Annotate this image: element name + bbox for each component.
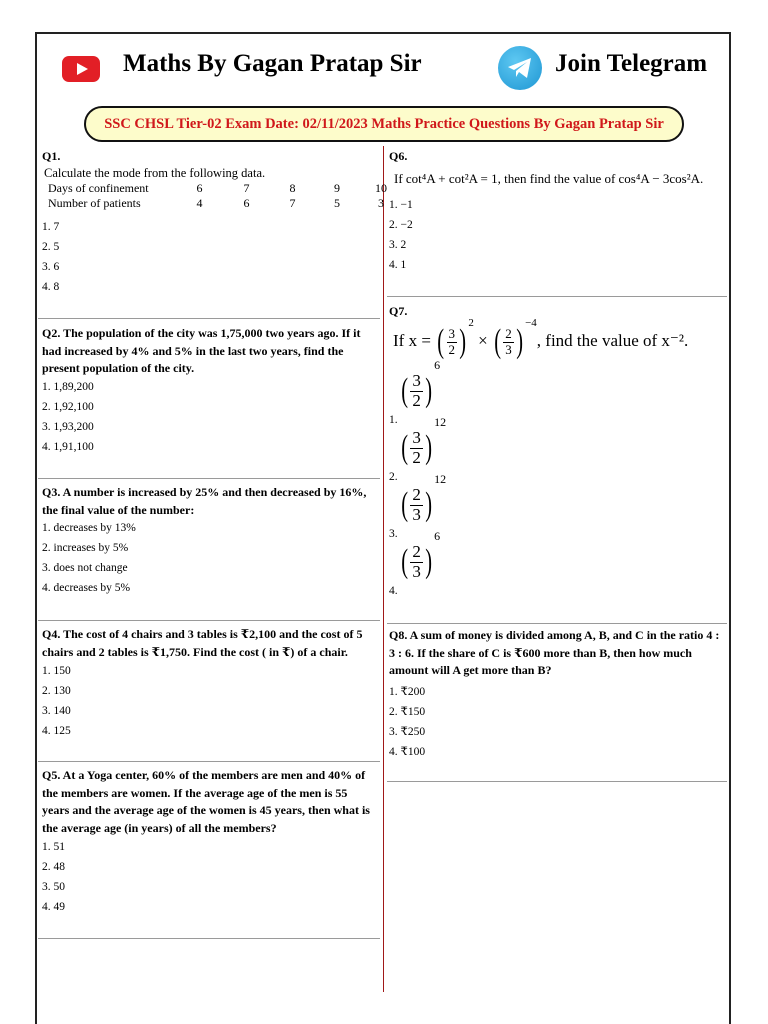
q2-option[interactable]: 3. 1,93,200	[42, 421, 94, 433]
q1-data-table	[48, 181, 403, 211]
separator	[387, 781, 727, 782]
q1-number: Q1.	[42, 149, 61, 163]
q8-option[interactable]: 1. ₹200	[389, 686, 426, 698]
q6-option[interactable]: 2. −2	[389, 219, 413, 231]
times-sign: ×	[478, 330, 488, 350]
table-cell: 6	[196, 181, 203, 195]
option-label: 4.	[389, 585, 398, 597]
q7-expression: If x = ( $\frac{3}{2}$ ) $^2$ × ( $\frac{2}{3}$ ) $^{-4}$, find the value of x⁻².	[393, 317, 689, 360]
fraction-denominator: 3	[505, 341, 512, 357]
option-label: 2.	[389, 471, 398, 483]
fraction-numerator: 2	[505, 326, 512, 342]
table-cell: 7	[289, 196, 296, 210]
q2-text: Q2. The population of the city was 1,75,000 two years ago. If it had increased by 4% and 5% in the last two years, find the present population of the city.	[42, 326, 361, 375]
q1-text: Calculate the mode from the following data.	[44, 166, 266, 180]
table-cell: 6	[243, 196, 250, 210]
option-label: 1.	[389, 414, 398, 426]
q1-option[interactable]: 4. 8	[42, 281, 60, 293]
table-row	[48, 196, 403, 211]
table-cell: 10	[375, 181, 387, 195]
q6-option[interactable]: 3. 2	[389, 239, 407, 251]
table-cell: 9	[334, 181, 340, 195]
q3-option[interactable]: 3. does not change	[42, 562, 128, 574]
fraction-numerator: 2	[412, 485, 421, 504]
exam-banner: SSC CHSL Tier-02 Exam Date: 02/11/2023 Maths Practice Questions By Gagan Pratap Sir	[84, 106, 684, 142]
exponent: −4	[525, 317, 537, 329]
youtube-icon[interactable]	[62, 56, 100, 82]
q5-option[interactable]: 4. 49	[42, 901, 65, 913]
q4-option[interactable]: 3. 140	[42, 705, 71, 717]
q1-option[interactable]: 2. 5	[42, 241, 60, 253]
fraction-denominator: 2	[448, 341, 455, 357]
table-cell: Days of confinement	[48, 181, 149, 195]
fraction-denominator: 2	[412, 390, 421, 410]
separator	[38, 318, 380, 319]
exponent: 12	[434, 415, 447, 429]
q5-option[interactable]: 3. 50	[42, 881, 65, 893]
table-cell: 4	[196, 196, 203, 210]
q7-option[interactable]: 1. ( $\frac{3}{2}$ )$^6$	[389, 358, 441, 426]
q4-option[interactable]: 2. 130	[42, 685, 71, 697]
q7-number: Q7.	[389, 304, 408, 318]
q6-option[interactable]: 1. −1	[389, 199, 413, 211]
q2-option[interactable]: 4. 1,91,100	[42, 441, 94, 453]
q3-option[interactable]: 1. decreases by 13%	[42, 522, 136, 534]
q5-option[interactable]: 2. 48	[42, 861, 65, 873]
q7-option[interactable]: 3. ( $\frac{2}{3}$ )$^{12}$	[389, 472, 447, 540]
separator	[38, 620, 380, 621]
separator	[38, 478, 380, 479]
q7-option[interactable]: 4. ( $\frac{2}{3}$ )$^6$	[389, 529, 441, 597]
q6-number: Q6.	[389, 149, 408, 163]
fraction-numerator: 3	[412, 428, 421, 447]
exponent: 6	[434, 529, 441, 543]
table-cell: Number of patients	[48, 196, 141, 210]
table-cell: 8	[289, 181, 296, 195]
option-label: 3.	[389, 528, 398, 540]
fraction-denominator: 3	[412, 504, 421, 524]
q1-option[interactable]: 1. 7	[42, 221, 60, 233]
exponent: 2	[468, 317, 474, 329]
exponent: 6	[434, 358, 441, 372]
q5-text: Q5. At a Yoga center, 60% of the members are men and 40% of the members are women. If the average age of the men is 55 years and the average age of the women is 45 years, then what is the average age (in years) of all the members?	[42, 768, 370, 835]
q2-option[interactable]: 2. 1,92,100	[42, 401, 94, 413]
fraction-numerator: 2	[412, 542, 421, 561]
q3-option[interactable]: 4. decreases by 5%	[42, 582, 131, 594]
table-cell: 7	[243, 181, 250, 195]
exponent: 12	[434, 472, 447, 486]
q4-option[interactable]: 4. 125	[42, 725, 71, 737]
table-cell: 5	[334, 196, 340, 210]
q6-option[interactable]: 4. 1	[389, 259, 407, 271]
fraction-numerator: 3	[448, 326, 455, 342]
separator	[38, 761, 380, 762]
fraction-denominator: 2	[412, 447, 421, 467]
q1-option[interactable]: 3. 6	[42, 261, 60, 273]
q7-option[interactable]: 2. ( $\frac{3}{2}$ )$^{12}$	[389, 415, 447, 483]
separator	[387, 623, 727, 624]
q2-option[interactable]: 1. 1,89,200	[42, 381, 94, 393]
fraction-numerator: 3	[412, 371, 421, 390]
q6-text: If cot⁴A + cot²A = 1, then find the value of cos⁴A − 3cos²A.	[394, 171, 704, 186]
q3-text: Q3. A number is increased by 25% and then decreased by 16%, the final value of the number:	[42, 485, 367, 517]
q4-option[interactable]: 1. 150	[42, 665, 71, 677]
separator	[38, 938, 380, 939]
telegram-icon[interactable]	[498, 46, 542, 90]
q7-suffix: , find the value of x⁻².	[536, 330, 689, 350]
fraction-denominator: 3	[412, 561, 421, 581]
q8-option[interactable]: 3. ₹250	[389, 726, 426, 738]
q7-prefix: If x =	[393, 330, 431, 350]
q8-option[interactable]: 2. ₹150	[389, 706, 426, 718]
q4-text: Q4. The cost of 4 chairs and 3 tables is ₹2,100 and the cost of 5 chairs and 2 tables is ₹1,750. Find the cost ( in ₹) of a chair.	[42, 627, 363, 659]
q5-option[interactable]: 1. 51	[42, 841, 65, 853]
q3-option[interactable]: 2. increases by 5%	[42, 542, 129, 554]
table-cell: 3	[378, 196, 384, 210]
brand-title: Maths By Gagan Pratap Sir	[123, 50, 422, 77]
separator	[387, 296, 727, 297]
column-divider	[383, 146, 384, 992]
join-telegram-link[interactable]: Join Telegram	[555, 50, 708, 77]
q8-text: Q8. A sum of money is divided among A, B, and C in the ratio 4 : 3 : 6. If the share of C is ₹600 more than B, then how much amount will A get more than B?	[389, 628, 720, 677]
q8-option[interactable]: 4. ₹100	[389, 746, 426, 758]
table-row	[48, 181, 403, 196]
